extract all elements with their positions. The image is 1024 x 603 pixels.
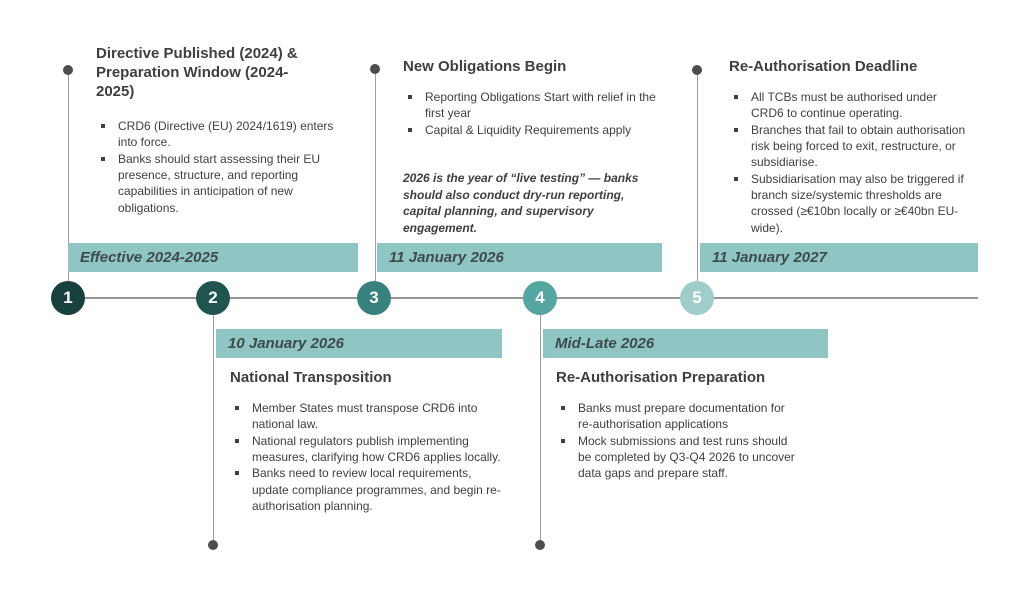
milestone-1-banner: Effective 2024-2025 — [68, 243, 358, 272]
connector-line-5 — [697, 70, 698, 298]
milestone-5-marker: 5 — [680, 281, 714, 315]
milestone-5-bullets — [729, 89, 969, 236]
milestone-2-bullets — [230, 400, 510, 514]
connector-dot-2 — [208, 540, 218, 550]
bullet-item: Member States must transpose CRD6 into national law. — [230, 400, 510, 433]
bullet-item: Banks must prepare documentation for re-authorisation applications — [556, 400, 796, 433]
bullet-item: Banks need to review local requirements, update compliance programmes, and begin re-authorisation planning. — [230, 465, 510, 514]
milestone-3-title: New Obligations Begin — [403, 58, 567, 75]
milestone-3-bullets — [403, 89, 665, 138]
bullet-item: Subsidiarisation may also be triggered if branch size/systemic thresholds are crossed (≥€10bn locally or ≥€40bn EU-wide). — [729, 171, 969, 236]
bullet-item: Banks should start assessing their EU presence, structure, and reporting capabilities in anticipation of new obligations. — [96, 151, 344, 216]
bullet-item: National regulators publish implementing measures, clarifying how CRD6 applies locally. — [230, 433, 510, 466]
milestone-2-title: National Transposition — [230, 369, 392, 386]
milestone-1-bullets — [96, 118, 344, 216]
milestone-4-banner: Mid-Late 2026 — [543, 329, 828, 358]
milestone-1-title: Directive Published (2024) & Preparation Window (2024-2025) — [96, 45, 298, 101]
milestone-4-bullets — [556, 400, 796, 482]
connector-dot-1 — [63, 65, 73, 75]
milestone-3-banner: 11 January 2026 — [377, 243, 662, 272]
bullet-item: All TCBs must be authorised under CRD6 to continue operating. — [729, 89, 969, 122]
connector-dot-5 — [692, 65, 702, 75]
milestone-2-marker: 2 — [196, 281, 230, 315]
connector-line-2 — [213, 298, 214, 545]
milestone-3-marker: 3 — [357, 281, 391, 315]
connector-line-4 — [540, 298, 541, 545]
bullet-item: Branches that fail to obtain authorisation risk being forced to exit, restructure, or subsidiarise. — [729, 122, 969, 171]
milestone-3-note: 2026 is the year of “live testing” — banks should also conduct dry-run reporting, capital planning, and supervisory engagement. — [403, 171, 639, 235]
bullet-item: Reporting Obligations Start with relief in the first year — [403, 89, 665, 122]
milestone-5-banner: 11 January 2027 — [700, 243, 978, 272]
milestone-2-banner: 10 January 2026 — [216, 329, 502, 358]
connector-line-3 — [375, 69, 376, 298]
connector-dot-4 — [535, 540, 545, 550]
milestone-5-title: Re-Authorisation Deadline — [729, 58, 918, 75]
connector-dot-3 — [370, 64, 380, 74]
bullet-item: Capital & Liquidity Requirements apply — [403, 122, 665, 138]
milestone-1-marker: 1 — [51, 281, 85, 315]
bullet-item: CRD6 (Directive (EU) 2024/1619) enters into force. — [96, 118, 344, 151]
milestone-4-title: Re-Authorisation Preparation — [556, 369, 766, 386]
milestone-4-marker: 4 — [523, 281, 557, 315]
bullet-item: Mock submissions and test runs should be completed by Q3-Q4 2026 to uncover data gaps and prepare staff. — [556, 433, 796, 482]
